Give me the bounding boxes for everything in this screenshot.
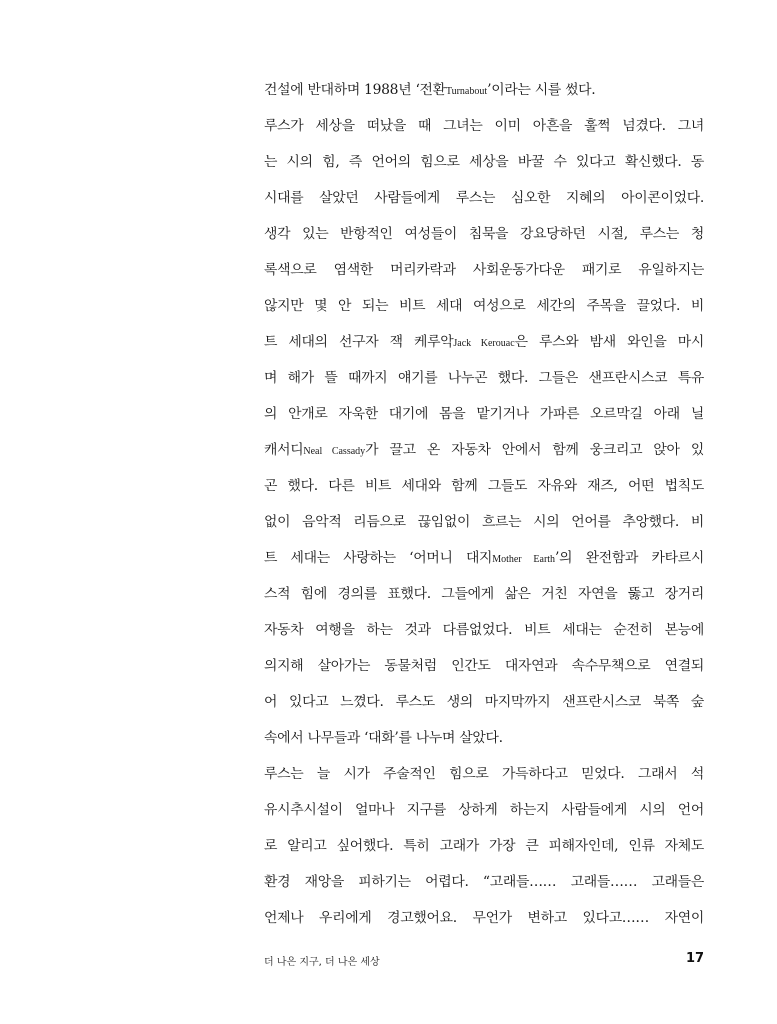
text-line: 어 있다고 느꼈다. 루스도 생의 마지막까지 샌프란시스코 북쪽 숲 [264,694,704,710]
text-line: 자동차 여행을 하는 것과 다름없었다. 비트 세대는 순전히 본능에 [264,622,704,638]
text-line: 의지해 살아가는 동물처럼 인간도 대자연과 속수무책으로 연결되 [264,658,704,674]
text-line: 유시추시설이 얼마나 지구를 상하게 하는지 사람들에게 시의 언어 [264,802,704,818]
text-line: 트 세대는 사랑하는 ‘어머니 대지Mother Earth’의 완전함과 카타르시 [264,550,704,566]
text-line: 루스가 세상을 떠났을 때 그녀는 이미 아흔을 훌쩍 넘겼다. 그녀 [264,118,704,134]
text-line: 건설에 반대하며 1988년 ‘전환Turnabout’이라는 시를 썼다. [264,82,596,98]
text-line: 루스는 늘 시가 주술적인 힘으로 가득하다고 믿었다. 그래서 석 [264,766,704,782]
running-footer-title: 더 나은 지구, 더 나은 세상 [264,957,380,968]
text-line: 캐서디Neal Cassady가 끌고 온 자동차 안에서 함께 웅크리고 앉아 있 [264,442,704,458]
text-line: 속에서 나무들과 ‘대화’를 나누며 살았다. [264,730,503,746]
text-line: 언제나 우리에게 경고했어요. 무언가 변하고 있다고…… 자연이 [264,910,704,926]
text-line: 없이 음악적 리듬으로 끊임없이 흐르는 시의 언어를 추앙했다. 비 [264,514,704,530]
text-line: 생각 있는 반항적인 여성들이 침묵을 강요당하던 시절, 루스는 청 [264,226,704,242]
text-line: 스적 힘에 경의를 표했다. 그들에게 삶은 거친 자연을 뚫고 장거리 [264,586,704,602]
text-line: 로 알리고 싶어했다. 특히 고래가 가장 큰 피해자인데, 인류 자체도 [264,838,704,854]
text-line: 며 해가 뜰 때까지 얘기를 나누곤 했다. 그들은 샌프란시스코 특유 [264,370,704,386]
text-line: 시대를 살았던 사람들에게 루스는 심오한 지혜의 아이콘이었다. [264,190,704,206]
page-number: 17 [686,951,705,966]
text-line: 는 시의 힘, 즉 언어의 힘으로 세상을 바꿀 수 있다고 확신했다. 동 [264,154,704,170]
body-text [264,72,704,936]
text-line: 곤 했다. 다른 비트 세대와 함께 그들도 자유와 재즈, 어떤 법칙도 [264,478,704,494]
text-line: 록색으로 염색한 머리카락과 사회운동가다운 패기로 유일하지는 [264,262,704,278]
text-line: 않지만 몇 안 되는 비트 세대 여성으로 세간의 주목을 끌었다. 비 [264,298,704,314]
text-line: 의 안개로 자욱한 대기에 몸을 맡기거나 가파른 오르막길 아래 닐 [264,406,704,422]
text-line: 트 세대의 선구자 잭 케루악Jack Kerouac은 루스와 밤새 와인을 마시 [264,334,705,350]
text-line: 환경 재앙을 피하기는 어렵다. “고래들…… 고래들…… 고래들은 [264,874,704,890]
